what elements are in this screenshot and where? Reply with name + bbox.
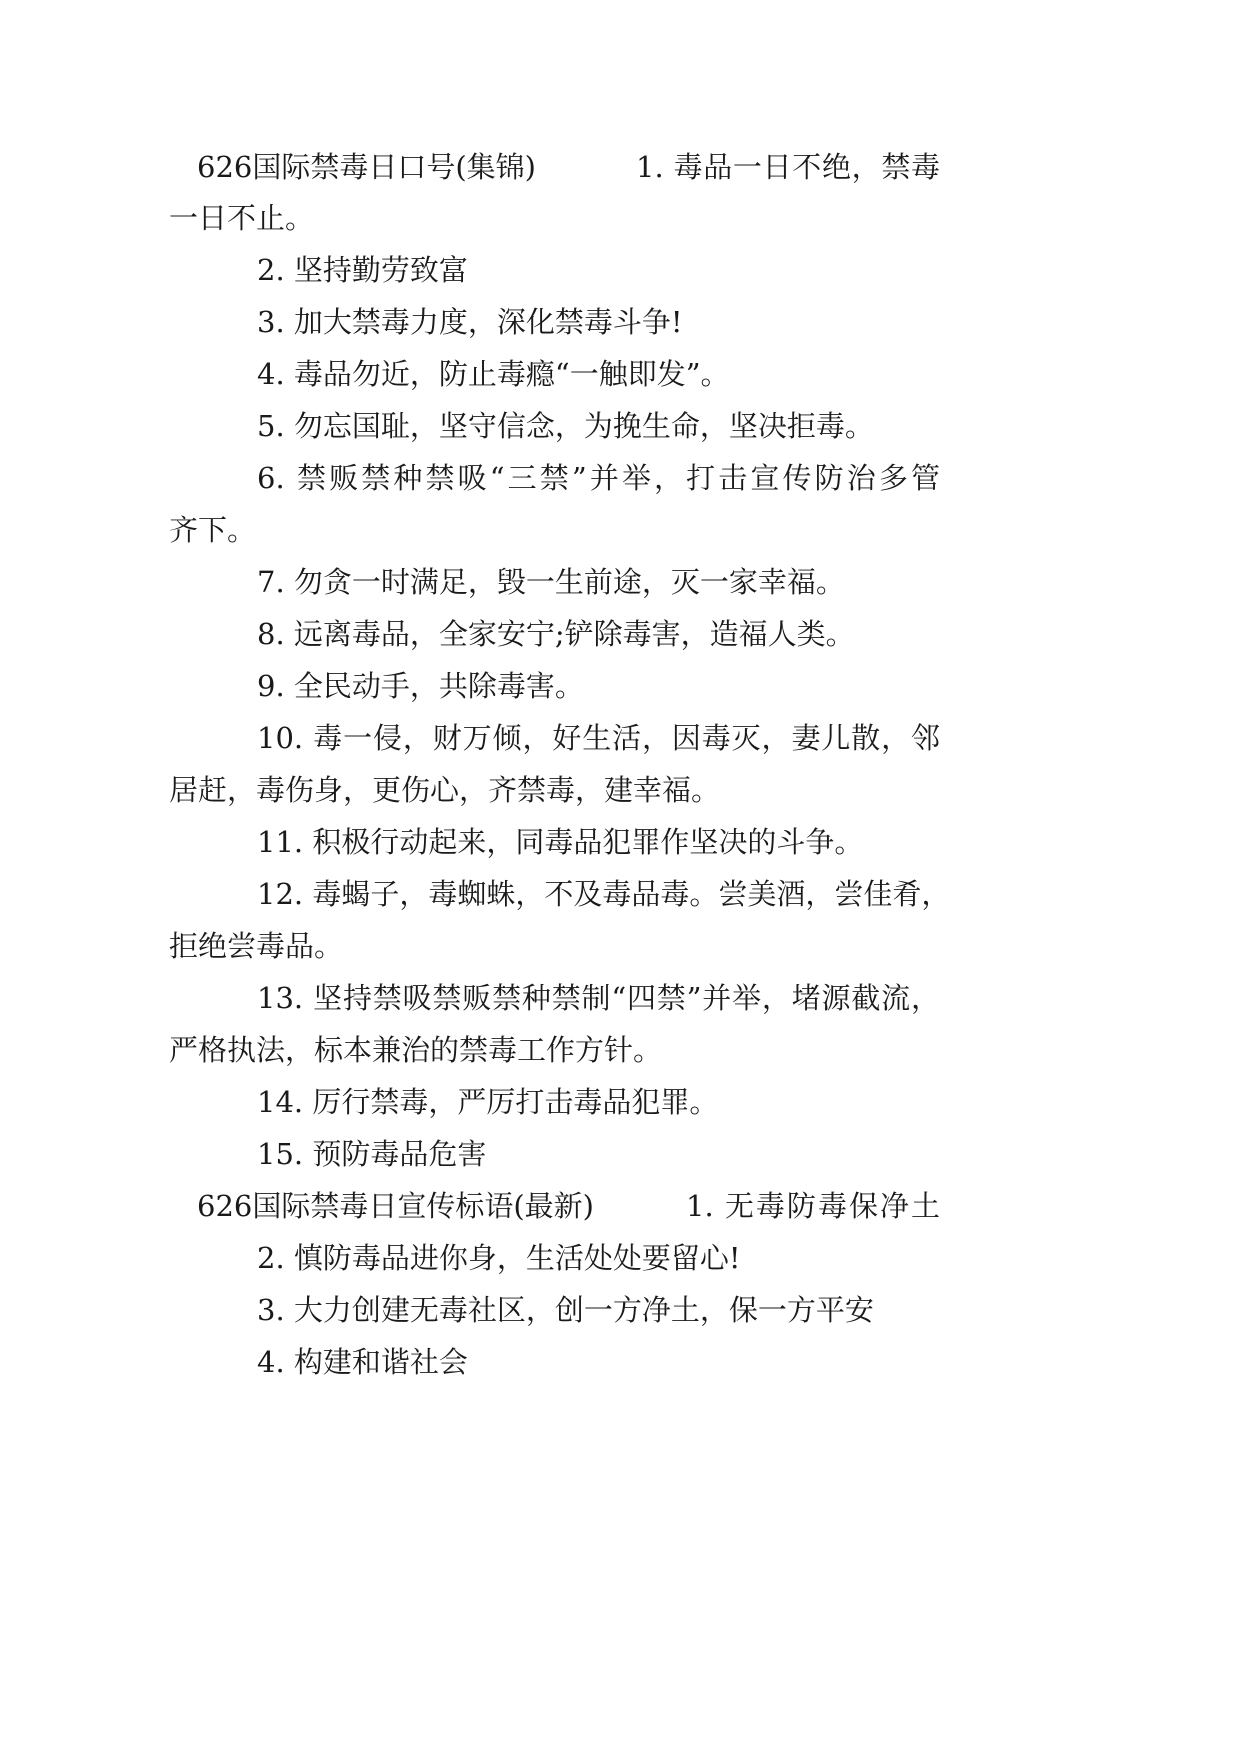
list-item: 1. 无毒防毒保净土 (686, 1189, 940, 1223)
document-line (0, 924, 1241, 968)
document-line (0, 612, 1241, 656)
list-item-continuation: 居赶，毒伤身，更伤心，齐禁毒，建幸福。 (169, 773, 721, 807)
list-item: 4. 构建和谐社会 (257, 1345, 468, 1379)
document-line (0, 872, 1241, 916)
document-line (0, 716, 1241, 760)
document-line (0, 456, 1241, 500)
document-line (0, 1132, 1241, 1176)
document-line (0, 1340, 1241, 1384)
list-item: 5. 勿忘国耻，坚守信念，为挽生命，坚决拒毒。 (257, 409, 874, 443)
list-item: 2. 坚持勤劳致富 (257, 253, 468, 287)
section-heading: 626国际禁毒日宣传标语(最新) (197, 1189, 594, 1223)
document-line (0, 664, 1241, 708)
document-line (0, 820, 1241, 864)
list-item: 8. 远离毒品，全家安宁;铲除毒害，造福人类。 (257, 617, 855, 651)
list-item: 12. 毒蝎子，毒蜘蛛，不及毒品毒。尝美酒，尝佳肴， (257, 877, 951, 911)
list-item: 15. 预防毒品危害 (257, 1137, 487, 1171)
document-line (0, 1080, 1241, 1124)
document-line (0, 560, 1241, 604)
list-item: 10. 毒一侵，财万倾，好生活，因毒灭，妻儿散，邻 (257, 721, 940, 755)
list-item-continuation: 齐下。 (169, 513, 257, 547)
list-item: 1. 毒品一日不绝，禁毒 (636, 150, 940, 184)
document-line (0, 1288, 1241, 1332)
document-line (0, 1184, 1241, 1228)
document-line (0, 248, 1241, 292)
document-line (0, 145, 1241, 189)
list-item: 14. 厉行禁毒，严厉打击毒品犯罪。 (257, 1085, 719, 1119)
document-line (0, 508, 1241, 552)
list-item: 13. 坚持禁吸禁贩禁种禁制“四禁”并举，堵源截流， (257, 981, 940, 1015)
list-item: 3. 大力创建无毒社区，创一方净土，保一方平安 (257, 1293, 874, 1327)
document-line (0, 352, 1241, 396)
list-item-continuation: 一日不止。 (169, 201, 315, 235)
document-line (0, 1236, 1241, 1280)
list-item: 2. 慎防毒品进你身，生活处处要留心! (257, 1241, 741, 1275)
list-item: 3. 加大禁毒力度，深化禁毒斗争! (257, 305, 683, 339)
document-line (0, 768, 1241, 812)
list-item: 4. 毒品勿近，防止毒瘾“一触即发”。 (257, 357, 730, 391)
list-item-continuation: 严格执法，标本兼治的禁毒工作方针。 (169, 1033, 663, 1067)
list-item-continuation: 拒绝尝毒品。 (169, 929, 344, 963)
list-item: 9. 全民动手，共除毒害。 (257, 669, 584, 703)
document-line (0, 196, 1241, 240)
document-line (0, 1028, 1241, 1072)
list-item: 6. 禁贩禁种禁吸“三禁”并举，打击宣传防治多管 (257, 461, 940, 495)
section-heading: 626国际禁毒日口号(集锦) (197, 150, 536, 184)
document-line (0, 976, 1241, 1020)
list-item: 7. 勿贪一时满足，毁一生前途，灭一家幸福。 (257, 565, 845, 599)
document-line (0, 404, 1241, 448)
document-line (0, 300, 1241, 344)
list-item: 11. 积极行动起来，同毒品犯罪作坚决的斗争。 (257, 825, 864, 859)
